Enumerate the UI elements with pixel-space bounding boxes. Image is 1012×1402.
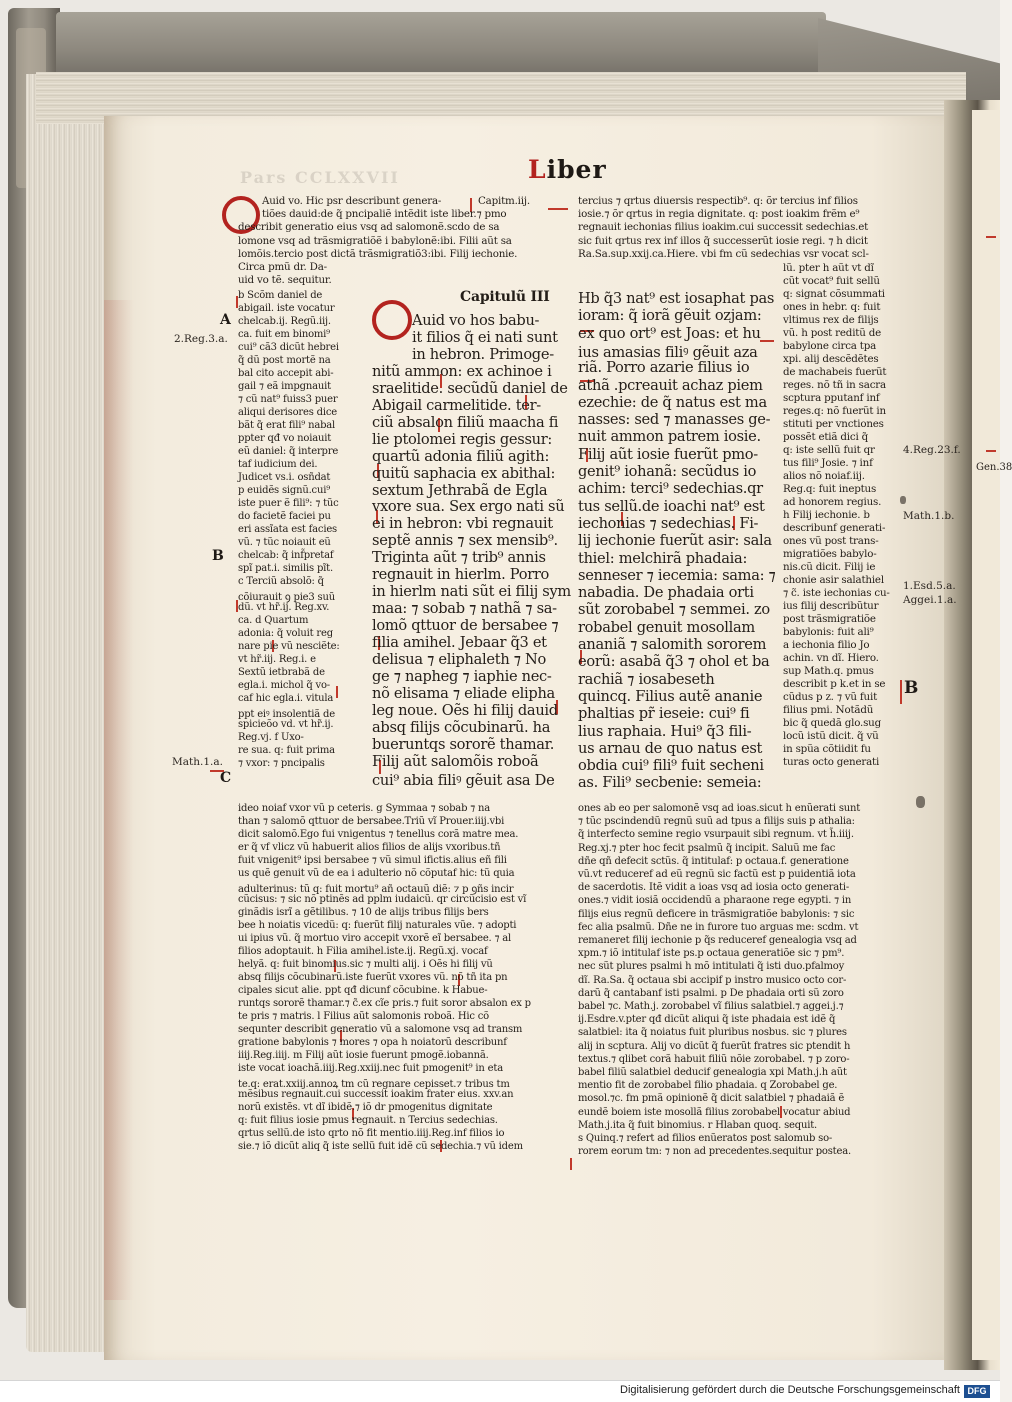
- main-right-line: senneser ⁊ iecemia: sama: ⁊: [578, 566, 776, 584]
- main-right-line: athã .pcreauit achaz piem: [578, 376, 763, 394]
- main-left-line: bueruntqs sororẽ thamar.: [372, 735, 555, 753]
- bottom-right-line: dñe qñ defecit sctũs. q̃ intitulaf: p octaua.f. generatione: [578, 855, 849, 867]
- bottom-left-line: cũcisus: ⁊ sic nõ ptinẽs ad pplm iudaicũ. qr circũcisio est vĩ: [238, 894, 527, 905]
- main-left-line: it filios q̃ ei nati sunt: [412, 328, 558, 346]
- gloss-left-line: chelcab.ij. Regũ.iij.: [238, 316, 331, 327]
- gloss-right-line: reges.q: nõ fuerũt in: [783, 405, 886, 417]
- margin-reference: Math.1.b.: [903, 510, 955, 522]
- gloss-left-line: abigail. iste vocatur: [238, 303, 335, 314]
- gloss-left-line: eũ daniel: q̃ interpre: [238, 446, 339, 457]
- gloss-left-line: gail ⁊ eã impgnauit: [238, 381, 331, 392]
- rubric-mark: [548, 208, 568, 210]
- gloss-right-line: bic q̃ quedã glo.sug: [783, 717, 881, 729]
- gloss-left-line: Judicet vs.i. osñdat: [238, 472, 331, 483]
- bottom-left-line: bee h noiatis vicedũ: q: fuerũt filij naturales vũe. ⁊ adopti: [238, 920, 517, 931]
- bottom-left-line: helyã. q: fuit binomius.sic ⁊ multi alij. i Oẽs hi filij vũ: [238, 959, 493, 970]
- gloss-right-line: xpi. alij descẽdẽtes: [783, 353, 879, 365]
- gloss-left-line: ppter qđ vo noiauit: [238, 433, 332, 444]
- gloss-left-line: Reg.vj. f Uxo-: [238, 732, 304, 743]
- gloss-left-line: b Scõm daniel de: [238, 290, 323, 301]
- gloss-left-line: cõiurauit ꝯ pie3 suũ: [238, 592, 335, 603]
- gloss-right-line: describit p k.et in se: [783, 678, 886, 690]
- main-right-line: eorũ: asabã q̃3 ⁊ ohol et ba: [578, 653, 770, 671]
- main-right-line: rachiã ⁊ iosabeseth: [578, 670, 715, 688]
- bottom-left-line: q: fuit filius iosie pmus regnauit. n Tercius sedechias.: [238, 1115, 498, 1126]
- initial-d-chapter: [372, 300, 412, 340]
- main-right-line: quincq. Filius autẽ ananie: [578, 687, 763, 705]
- bottom-right-line: Math.j.ita q̃ fuit binomius. r Hlaban quoq. sequit.: [578, 1119, 817, 1131]
- bottom-right-line: rorem eorum tm: ⁊ non ad precedentes.sequitur postea.: [578, 1146, 851, 1158]
- bottom-left-line: cipales sicut alie. ppt qđ dicunf cõcubine. k Habue-: [238, 985, 488, 996]
- gloss-right-line: reges. nõ tñ in sacra: [783, 379, 886, 391]
- bottom-left-line: gratione babylonis ⁊ mores ⁊ opa h noiatorũ describunf: [238, 1037, 507, 1048]
- main-right-line: genit⁹ iohanã: secũdus io: [578, 463, 757, 480]
- gloss-right-line: scptura pputanf inf: [783, 392, 880, 404]
- gloss-left-line: ppt eiꝰ insolentiã de: [238, 709, 335, 720]
- main-left-line: regnauit in hierlm. Porro: [372, 566, 550, 584]
- top-column-left-line: describit generatio eius vsq ad salomonẽ.scdo de sa: [238, 221, 500, 234]
- dfg-logo: DFG: [964, 1385, 990, 1398]
- bottom-right-line: ij.Esdre.v.pter qđ dicũt aliqui q̃ iste phadaia est idẽ q̃: [578, 1014, 836, 1026]
- gloss-left-line: eri assĩata est facies: [238, 524, 337, 535]
- main-right-line: ex quo ort⁹ est Joas: et hu: [578, 324, 761, 342]
- gloss-left-line: ⁊ cũ nat⁹ fuiss3 puer: [238, 394, 338, 405]
- gloss-left-line: ca. fuit em binomi⁹: [238, 329, 330, 340]
- bottom-right-line: ones ab eo per salomonẽ vsq ad ioas.sicut h enũerati sunt: [578, 803, 861, 814]
- bottom-left-line: qrtus sellũ.de isto qrto nõ fit mentio.iiij.Reg.inf filios io: [238, 1128, 505, 1139]
- main-left-line: sextum Jethrabã de Egla: [372, 481, 548, 499]
- bottom-right-line: alij in scptura. Alij vo dicũt q̃ fuerũt fratres sic ptendit h: [578, 1040, 851, 1052]
- top-column-left-line: lomone vsq ad trãsmigratiõẽ i babylonẽ:ibi. Filii aũt sa: [238, 234, 512, 247]
- bottom-left-line: ginãdis isrĩ a gẽtilibus. ⁊ 10 de alijs tribus filijs bers: [238, 907, 489, 918]
- main-right-line: tus sellũ.de ioachi nat⁹ est: [578, 497, 765, 515]
- main-right-line: lij iechonie fuerũt asir: sala: [578, 532, 772, 550]
- facing-page-strip: [972, 110, 1000, 1360]
- main-right-line: nuit ammon patrem iosie.: [578, 428, 761, 446]
- top-column-left-line: lomõis.tercio post dictã trãsmigratiõ3:ibi. Filij iechonie.: [238, 247, 518, 260]
- top-column-right-line: iosie.⁊ õr qrtus in regia dignitate. q: post ioakim frẽm e⁹: [578, 208, 860, 221]
- main-left-line: nõ elisama ⁊ eliade elipha: [372, 684, 555, 702]
- gloss-right-line: in spũa cõtiidit fu: [783, 743, 871, 755]
- bottom-right-line: Reg.xj.⁊ pter hoc fecit psalmũ q̃ incipit. Saluũ me fac: [578, 842, 836, 854]
- bottom-left-line: sequnter describit generatio vũ a salomone vsq ad transm: [238, 1024, 523, 1035]
- top-column-left-line: tiões dauid:de q̃ pncipaliẽ intẽdit iste liber.⁊ pmo: [262, 208, 507, 221]
- bottom-right-line: fec alia psalmũ. Dñe ne in furore tuo arguas me: scdm. vt: [578, 921, 859, 933]
- gloss-left-line: bãt q̃ erat fili⁹ nabal: [238, 420, 336, 431]
- bottom-left-line: ideo noiaf vxor vũ p ceteris. g Symmaa ⁊ sobab ⁊ na: [238, 803, 491, 814]
- gloss-right-line: ius filij describũtur: [783, 600, 879, 612]
- section-letter-b-left: B: [212, 548, 224, 564]
- facing-page-ref: Gen.38: [976, 462, 1012, 473]
- bottom-right-line: ⁊ tũc pscindendũ regnũ suũ ad tpus a filijs suis p athalia:: [578, 816, 855, 828]
- gloss-left-line: nare pie vũ nesciẽte:: [238, 641, 340, 652]
- gloss-left-line: vũ. ⁊ tũc noiauit eũ: [238, 537, 331, 548]
- top-column-right-line: regnauit iechonias filius ioakim.cui successit sedechias.et: [578, 221, 869, 234]
- bottom-right-line: filijs eius regnũ deficere in trãsmigratiõe babylonis: ⁊ sic: [578, 908, 855, 920]
- gloss-right-line: cũdus p z. ⁊ vũ fuit: [783, 691, 878, 703]
- main-left-line: ei in hebron: vbi regnauit: [372, 515, 553, 533]
- red-edge-stain: [104, 300, 134, 1300]
- gloss-left-line: bal cito accepit abi-: [238, 368, 334, 379]
- main-left-line: quitũ saphacia ex abithal:: [372, 464, 556, 482]
- gloss-left-line: dũ. vt hr̃.ij. Reg.xv.: [238, 602, 330, 613]
- bottom-right-line: mosol.⁊c. fm pmã opinionẽ q̃ dicit salatbiel ⁊ phadaiã ẽ: [578, 1093, 845, 1105]
- digitization-footer: [0, 1380, 1000, 1402]
- main-left-line: septẽ annis ⁊ sex mensib⁹.: [372, 532, 558, 550]
- bottom-right-line: darũ q̃ cantabanf isti psalmi. p De phadaia orti sũ zoro: [578, 987, 844, 999]
- gloss-left-line: caf hic egla.i. vitula: [238, 693, 334, 704]
- bottom-right-line: eundẽ boiem iste mosollã filius zorobabel vocatur abiud: [578, 1106, 851, 1118]
- rubric-mark: [336, 686, 338, 698]
- main-left-line: in hebron. Primoge-: [412, 345, 554, 363]
- gloss-right-line: ones in hebr. q: fuit: [783, 301, 881, 313]
- bottom-right-line: de sacerdotis. Itẽ vidit a ioas vsq ad iosia octo generati-: [578, 882, 850, 894]
- gloss-left-line: cui⁹ cã3 dicũt hebrei: [238, 342, 339, 353]
- bottom-right-line: babel ⁊c. Math.j. zorobabel vĩ filius salatbiel.⁊ aggei.j.⁊: [578, 1001, 844, 1012]
- top-column-right-line: tercius ⁊ qrtus diuersis respectib⁹. q: õr tercius inf filios: [578, 195, 858, 207]
- gloss-left-line: re sua. q: fuit prima: [238, 745, 335, 756]
- gloss-right-line: tus fili⁹ Josie. ⁊ inf: [783, 457, 873, 469]
- main-left-line: lomõ qttuor de bersabee ⁊: [372, 617, 559, 635]
- bottom-right-line: dĩ. Ra.Sa. q̃ octaua sbi accipif p instro musico octo cor-: [578, 974, 847, 986]
- main-right-line: obdia cui⁹ fili⁹ fuit secheni: [578, 757, 764, 775]
- gloss-left-line: chelcab: q̃ inf̃pretaf: [238, 550, 334, 561]
- funding-notice: Digitalisierung gefördert durch die Deutsche Forschungsgemeinschaft: [620, 1384, 960, 1396]
- gloss-left-line: c Terciũ absolõ: q̃: [238, 576, 324, 587]
- bottom-left-line: ui ipius vũ. q̃ mortuo viro accepit vxorẽ eĩ bersabee. ⁊ al: [238, 933, 512, 944]
- main-right-line: iechonias ⁊ sedechias. Fi-: [578, 514, 759, 532]
- gloss-right-line: vũ. h post reditũ de: [783, 327, 882, 339]
- running-header: Liber: [528, 155, 607, 184]
- bottom-right-line: ones.⁊ vidit iosiã occidendũ a pharaone rege egypti. ⁊ in: [578, 895, 852, 907]
- gloss-right-line: ⁊ c̃. iste iechonias cu-: [783, 587, 890, 599]
- main-right-line: Hb q̃3 nat⁹ est iosaphat pas: [578, 290, 775, 307]
- rubric-mark: [760, 340, 774, 342]
- main-right-line: us arnau de quo natus est: [578, 739, 763, 757]
- bottom-right-line: vũ.vt reduceref ad eũ regnũ sic factũ est p puidentiã iota: [578, 869, 856, 880]
- gloss-right-line: ad honorem regius.: [783, 496, 882, 508]
- gloss-left-line: vt hr̃.iij. Reg.i. e: [238, 654, 316, 665]
- main-left-line: absq filijs cõcubinarũ. ha: [372, 718, 551, 736]
- gloss-left-line: egla.i. michol q̃ vo-: [238, 680, 330, 691]
- bottom-right-line: xpm.⁊ iõ intitulaf iste ps.p octaua generatiõe sic ⁊ pm⁹.: [578, 948, 845, 960]
- gloss-right-line: a iechonia filio Jo: [783, 639, 870, 651]
- section-letter-c: C: [220, 770, 232, 786]
- main-right-line: ananiã ⁊ salomith sororem: [578, 636, 767, 653]
- gloss-right-line: Reg.q: fuit ineptus: [783, 483, 877, 495]
- main-left-line: in hierlm nati sũt ei filij sym: [372, 583, 571, 601]
- gloss-right-line: babylonis: fuit ali⁹: [783, 626, 874, 638]
- gloss-right-line: sup Math.q. pmus: [783, 665, 874, 677]
- main-left-line: Abigail carmelitide. ter-: [372, 396, 541, 414]
- top-column-left-line: Auid vo. Hic psr describunt genera-: [262, 195, 442, 207]
- bottom-left-line: runtqs sororẽ thamar.⁊ c̃.ex cĩe pris.⁊ fuit soror absalon ex p: [238, 998, 531, 1009]
- main-right-line: phaltias pr̃ ieseie: cui⁹ fi: [578, 705, 750, 723]
- bottom-left-line: fuit vnigenit⁹ ipsi bersabee ⁊ vũ simul ifictis.alius eñ fili: [238, 855, 507, 866]
- margin-reference: Math.1.a.: [172, 756, 223, 768]
- main-left-line: cui⁹ abia filiꝰ gẽuit asa De: [372, 771, 555, 789]
- gloss-right-line: migratiões babylo-: [783, 548, 877, 560]
- bottom-right-line: babel filiũ salatbiel deducif genealogia xpi Math.j.h aũt: [578, 1067, 847, 1078]
- gloss-left-line: spĩ pat.i. similis pĩt.: [238, 563, 333, 574]
- section-letter-b-right: B: [904, 678, 919, 698]
- rubric-mark: [570, 1158, 572, 1170]
- gloss-left-line: Sextũ ietbrabã de: [238, 667, 325, 678]
- main-right-line: lius raphaia. Hui⁹ q̃3 fili-: [578, 722, 752, 740]
- top-column-left-line: Circa pmũ dr. Da-: [238, 261, 327, 273]
- gloss-right-line: vltimus rex de filijs: [783, 314, 879, 326]
- chapter-rubric: Capitm.iij.: [478, 195, 530, 207]
- bottom-left-line: te.q: erat.xxiij.annoꝝ tm cũ regnare cepisset.⁊ tribus tm: [238, 1079, 510, 1090]
- bottom-right-line: nec sũt plures psalmi h mõ intitulati q̃ isti duo.pfalmoy: [578, 961, 845, 973]
- bottom-left-line: norũ existẽs. vt dĩ ibidẽ.⁊ iõ dr pmogenitus dignitate: [238, 1102, 493, 1113]
- margin-reference: 1.Esd.5.a.: [903, 580, 956, 592]
- gloss-left-line: adonia: q̃ voluit reg: [238, 628, 333, 639]
- bottom-left-line: mẽsibus regnauit.cui successit ioakim frater eius. xxv.an: [238, 1089, 514, 1100]
- bottom-right-line: mentio fit de zorobabel filio phadaia. q Zorobabel ge.: [578, 1080, 838, 1092]
- main-right-line: riã. Porro azarie filius io: [578, 359, 750, 377]
- main-left-line: nitũ ammon: ex achinoe i: [372, 362, 552, 380]
- main-right-line: as. Fili⁹ secbenie: semeia:: [578, 774, 762, 792]
- gloss-left-line: spicieõo vd. vt hr̃.ij.: [238, 719, 334, 730]
- gloss-right-line: ones vũ post trans-: [783, 535, 879, 547]
- bottom-left-line: te pris ⁊ matris. l Filius aũt salomonis roboã. Hic cõ: [238, 1011, 489, 1022]
- facing-page-rubric: [986, 236, 996, 238]
- gloss-left-line: ⁊ vxor: ⁊ pncipalis: [238, 758, 325, 769]
- margin-reference: Aggei.1.a.: [903, 594, 957, 606]
- gloss-left-line: p euidẽs signũ.cui⁹: [238, 485, 331, 496]
- ink-smudge: [916, 796, 925, 808]
- main-left-line: leg noue. Oẽs hi filij dauid: [372, 701, 558, 719]
- gloss-right-line: nis.cũ dicit. Filij ie: [783, 561, 876, 573]
- gloss-right-line: q: iste sellũ fuit qr: [783, 444, 875, 456]
- rubric-mark: [900, 680, 902, 704]
- top-column-left-line: uid vo tẽ. sequitur.: [238, 274, 332, 287]
- gloss-right-line: h Filij iechonie. b: [783, 509, 870, 521]
- margin-reference: 4.Reg.23.f.: [903, 444, 961, 456]
- ink-smudge: [900, 496, 906, 504]
- bottom-right-line: salatbiel: ita q̃ noiatus fuit pluribus nosbus. sic ⁊ plures: [578, 1027, 847, 1039]
- gloss-left-line: iste puer ẽ fili⁹: ⁊ tũc: [238, 498, 339, 509]
- chapter-heading: Capitulũ III: [460, 289, 550, 305]
- top-column-right-line: Ra.Sa.sup.xxij.ca.Hiere. vbi fm cũ sedechias vsr vocat scl-: [578, 247, 869, 260]
- bottom-left-line: iiij.Reg.iiij. m Filij aũt iosie fuerunt pmogẽ.iobannã.: [238, 1050, 489, 1061]
- gloss-right-line: babylone circa tpa: [783, 340, 877, 352]
- margin-reference: 2.Reg.3.a.: [174, 333, 228, 345]
- gloss-right-line: achin. vn dĩ. Hiero.: [783, 652, 879, 664]
- section-letter-a: A: [220, 312, 231, 328]
- main-right-line: ezechie: de q̃ natus est ma: [578, 393, 767, 411]
- gloss-right-line: q: signat cõsummati: [783, 288, 885, 300]
- main-right-line: robabel genuit mosollam: [578, 618, 755, 636]
- gloss-left-line: ca. d Quartum: [238, 615, 309, 626]
- bottom-left-line: adulterinus: tũ q: fuit mortu⁹ añ octauũ diẽ: ⁊ p ꝯñs incir: [238, 884, 514, 895]
- gloss-right-line: post trãsmigratiõe: [783, 613, 876, 625]
- gloss-right-line: filius pmi. Notãdũ: [783, 704, 874, 716]
- gloss-left-line: aliqui derisores dice: [238, 407, 337, 418]
- main-right-line: ioram: q̃ iorã gẽuit ozjam:: [578, 307, 762, 325]
- main-left-line: quartũ adonia filiũ agith:: [372, 447, 550, 465]
- bottom-right-line: s Quinq.⁊ refert ad filios enũeratos post salomub so-: [578, 1133, 833, 1144]
- gloss-right-line: possẽt etiã dici q̃: [783, 431, 869, 443]
- bottom-left-line: er q̃ vf vlicz vũ habuerit alios filios de alijs vxoribus.tñ: [238, 842, 501, 853]
- main-left-line: filia amihel. Jebaar q̃3 et: [372, 634, 547, 652]
- main-right-line: thiel: melchirã phadaia:: [578, 549, 748, 567]
- gloss-right-line: chonie asir salathiel: [783, 574, 884, 586]
- main-left-line: maa: ⁊ sobab ⁊ nathã ⁊ sa-: [372, 600, 557, 618]
- gloss-right-line: alios nõ noiaf.iij.: [783, 470, 865, 482]
- bottom-right-line: q̃ interfecto semine regio vsurpauit sibi regnum. vt h̃.iiij.: [578, 829, 854, 841]
- main-left-line: ciũ absalon filiũ maacha fi: [372, 413, 559, 431]
- main-left-line: Triginta aũt ⁊ trib⁹ annis: [372, 549, 546, 567]
- gloss-right-line: stituti per vnctiones: [783, 418, 884, 430]
- main-right-line: sũt zorobabel ⁊ semmei. zo: [578, 601, 770, 619]
- main-left-line: sraelitide. secũdũ daniel de: [372, 379, 568, 397]
- main-right-line: ius amasias filiꝰ gẽuit aza: [578, 343, 758, 361]
- gloss-right-line: de machabeis fuerũt: [783, 366, 887, 378]
- main-left-line: lie ptolomei regis gessur:: [372, 430, 553, 448]
- facing-page-rubric: [986, 450, 996, 452]
- bottom-left-line: sie.⁊ iõ dicũt aliq q̃ iste sellũ fuit idẽ cũ sedechia.⁊ vũ idem: [238, 1141, 523, 1152]
- main-right-line: nasses: sed ⁊ manasses ge-: [578, 411, 771, 429]
- top-column-right-line: sic fuit qrtus rex inf illos q̃ successerũt iosie regi. ⁊ h dicit: [578, 234, 868, 247]
- main-left-line: delisua ⁊ eliphaleth ⁊ No: [372, 651, 547, 668]
- gloss-right-line: turas octo generati: [783, 756, 880, 768]
- bottom-left-line: iste vocat ioachã.iiij.Reg.xxiij.nec fuit pmogenit⁹ in eta: [238, 1063, 503, 1074]
- main-left-line: ge ⁊ napheg ⁊ iaphie nec-: [372, 667, 552, 685]
- main-left-line: vxore sua. Sex ergo nati sũ: [372, 498, 565, 516]
- main-right-line: Filij aũt iosie fuerũt pmo-: [578, 445, 758, 463]
- bottom-left-line: absq filijs cõcubinarũ.iste fuerũt vxores vũ. nõ tñ ita pn: [238, 972, 508, 983]
- gloss-right-line: locũ istũ dicit. q̃ vũ: [783, 730, 879, 742]
- main-right-line: achim: terci⁹ sedechias.qr: [578, 480, 763, 498]
- main-left-line: Filij aũt salomõis roboã: [372, 752, 539, 770]
- bleed-through-header: Pars CCLXXVII: [240, 168, 400, 187]
- gloss-left-line: taf iudicium dei.: [238, 459, 318, 470]
- gloss-right-line: lũ. pter h aũt vt dĩ: [783, 262, 874, 274]
- bottom-left-line: filios adoptauit. h Filia amihel.iste.ij. Regũ.xj. vocaf: [238, 946, 488, 957]
- bottom-left-line: us quẽ genuit vũ de ea i adulterio nõ cõputaf hic: tũ quia: [238, 868, 515, 879]
- gloss-left-line: q̃ dũ post mortẽ na: [238, 355, 331, 366]
- bottom-left-line: dicit salomõ.Ego fui vnigentus ⁊ tenellus corã matre mea.: [238, 829, 519, 840]
- gloss-right-line: cũt vocat⁹ fuit sellũ: [783, 275, 880, 287]
- main-right-line: nabadia. De phadaia orti: [578, 584, 754, 602]
- bottom-right-line: textus.⁊ qlibet corã habuit filiũ nõie zorobabel. ⁊ p zoro-: [578, 1053, 850, 1065]
- bottom-left-line: than ⁊ salomõ qttuor de bersabee.Triũ vĩ Prouer.iiij.vbi: [238, 816, 505, 827]
- gloss-left-line: do facietẽ faciei pu: [238, 511, 331, 522]
- gloss-right-line: describunf generati-: [783, 522, 886, 534]
- main-left-line: Auid vo hos babu-: [412, 312, 540, 329]
- bottom-right-line: remaneret filij iechonie p q̃s reduceref genealogia vsq ad: [578, 935, 857, 946]
